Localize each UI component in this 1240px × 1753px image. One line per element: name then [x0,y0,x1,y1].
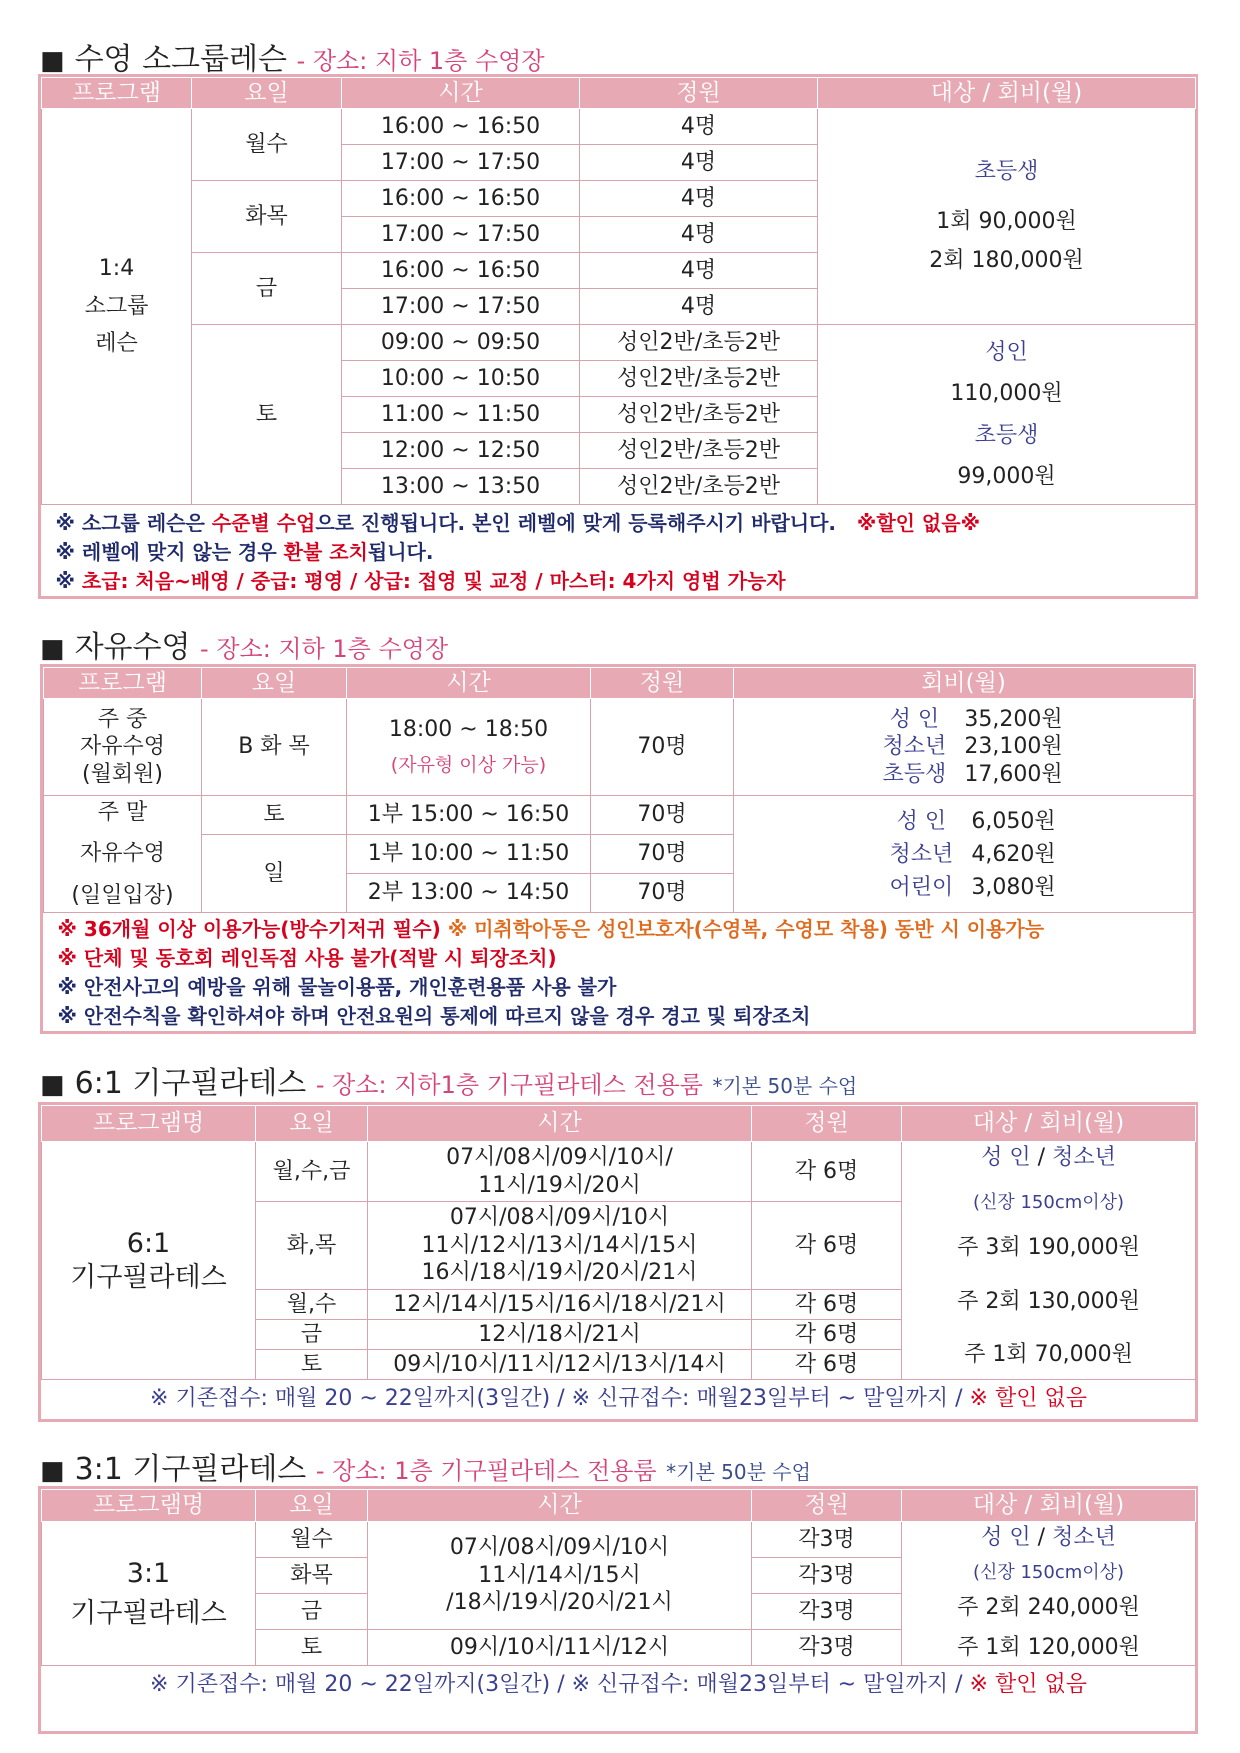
section-title-pilates-3: ■ 3:1 기구필라테스 - 장소: 1층 기구필라테스 전용룸 *기본 50분 수업 [40,1452,811,1487]
pilates-3-footer: ※ 기존접수: 매월 20 ~ 22일까지(3일간) / ※ 신규접수: 매월23일부터 ~ 말일까지 / ※ 할인 없음 [42,1666,1196,1705]
location: - 장소: 지하 1층 수영장 [296,47,545,75]
lesson-notes: ※ 소그룹 레슨은 수준별 수업으로 진행됩니다. 본인 레벨에 맞게 등록해주시기 바랍니다. ※할인 없음※ ※ 레벨에 맞지 않는 경우 환불 조치됩니다. ※ 초급: 처음~배영 / 중급: 평영 / 상급: 접영 및 교정 / 마스터: 4가지 영법 가능자 [42,505,1196,601]
square-icon: ■ [40,1070,65,1100]
swim-lesson-table: 프로그램 요일 시간 정원 대상 / 회비(월) 1:4 소그룹 레슨 월수 16:00 ~ 16:50 4명 초등생 1회 90,000원 2회 180,000원 17:00 ~ 17:50 4명 화목 16:00 ~ 16:50 4명 17:00 ~ 17:50 4명 금 16:00 ~ 16:50 4명 17:00 ~ 17:50 4명 토 09:00 ~ 09:50 성인2반/초등2반 성인 110,000원 초등생 99,000원 10:00 ~ 10:50 성인2반/초등2반 11:00 ~ 11:50 성인2반/초등2반 12:00 ~ 12:50 성인2반/초등2반 13:00 ~ 13:50 성인2반/초등2반 ※ 소그룹 레슨은 수준별 수업으로 진행됩니다. 본인 레벨에 맞게 등록해주시기 바랍니다. ※할인 없음※ ※ 레벨에 맞지 않는 경우 환불 조치됩니다. ※ 초급: 처음~배영 / 중급: 평영 / 상급: 접영 및 교정 / 마스터: 4가지 영법 가능자 [41,77,1196,600]
free-swim-notes: ※ 36개월 이상 이용가능(방수기저귀 필수) ※ 미취학아동은 성인보호자(수영복, 수영모 착용) 동반 시 이용가능 ※ 단체 및 동호회 레인독점 사용 불가(적발 시 퇴장조치) ※ 안전사고의 예방을 위해 물놀이용품, 개인훈련용품 사용 불가 ※ 안전수칙을 확인하셔야 하며 안전요원의 통제에 따르지 않을 경우 경고 및 퇴장조치 [44,913,1194,1034]
weekday-program: 주 중 자유수영 (월회원) [44,699,202,796]
pilates-6-footer: ※ 기존접수: 매월 20 ~ 22일까지(3일간) / ※ 신규접수: 매월23일부터 ~ 말일까지 / ※ 할인 없음 [42,1380,1196,1419]
weekend-fees: 성 인 6,050원 청소년 4,620원 어린이 3,080원 [734,796,1194,913]
pilates-3-table: 프로그램명 요일 시간 정원 대상 / 회비(월) 3:1 기구필라테스 월수 07시/08시/09시/10시 11시/14시/15시 /18시/19시/20시/21시 각3명 성 인 / 청소년 (신장 150cm이상) 주 2회 240,000원 주 1회 120,000원 화목 각3명 금 각3명 토 09시/10시/11시/12시 각3명 ※ 기존접수: 매월 20 ~ 22일까지(3일간) / ※ 신규접수: 매월23일부터 ~ 말일까지 / ※ 할인 없음 [41,1489,1196,1704]
pilates-6-fees: 성 인 / 청소년 (신장 150cm이상) 주 3회 190,000원 주 2회 130,000원 주 1회 70,000원 [902,1142,1196,1380]
pilates-6-table: 프로그램명 요일 시간 정원 대상 / 회비(월) 6:1 기구필라테스 월,수,금 07시/08시/09시/10시/ 11시/19시/20시 각 6명 성 인 / 청소년 (신장 150cm이상) 주 3회 190,000원 주 2회 130,000원 주 1회 70,000원 화,목 07시/08시/09시/10시 11시/12시/13시/14시/15시 16시/18시/19시/20시/21시 각 6명 월,수 12시/14시/15시/16시/18시/21시 각 6명 금 12시/18시/21시 각 6명 토 09시/10시/11시/12시/13시/14시 각 6명 ※ 기존접수: 매월 20 ~ 22일까지(3일간) / ※ 신규접수: 매월23일부터 ~ 말일까지 / ※ 할인 없음 [41,1105,1196,1418]
program-cell: 1:4 소그룹 레슨 [42,109,192,505]
weekend-program: 주 말 자유수영 (일일입장) [44,796,202,913]
weekday-fees: 성 인 35,200원 청소년 23,100원 초등생 17,600원 [734,699,1194,796]
square-icon: ■ [40,1456,65,1486]
free-swim-table: 프로그램 요일 시간 정원 회비(월) 주 중 자유수영 (월회원) B 화 목 18:00 ~ 18:50 (자유형 이상 가능) 70명 성 인 35,200원 청소년 23,100원 초등생 17,600원 주 말 자유수영 (일일입장) 토 1부 15:00 ~ 16:50 70명 성 인 6,050원 청소년 4,620원 어린이 3,080원 일 1부 10:00 ~ 11:50 70명 2부 13:00 ~ 14:50 70명 ※ 36개월 이상 이용가능(방수기저귀 필수) ※ 미취학아동은 성인보호자(수영복, 수영모 착용) 동반 시 이용가능 ※ 단체 및 동호회 레인독점 사용 불가(적발 시 퇴장조치) ※ 안전사고의 예방을 위해 물놀이용품, 개인훈련용품 사용 불가 ※ 안전수칙을 확인하셔야 하며 안전요원의 통제에 따르지 않을 경우 경고 및 퇴장조치 [43,667,1194,1033]
program-cell: 3:1 기구필라테스 [42,1522,256,1666]
program-cell: 6:1 기구필라테스 [42,1142,256,1380]
section-title-swim-lesson: ■ 수영 소그룹레슨 - 장소: 지하 1층 수영장 [40,42,545,77]
fee-elementary: 초등생 1회 90,000원 2회 180,000원 [818,109,1196,325]
location: - 장소: 1층 기구필라테스 전용룸 [315,1457,657,1485]
square-icon: ■ [40,46,65,76]
section-title-free-swim: ■ 자유수영 - 장소: 지하 1층 수영장 [40,630,449,665]
pilates-3-fees: 성 인 / 청소년 (신장 150cm이상) 주 2회 240,000원 주 1회 120,000원 [902,1522,1196,1666]
fee-weekend: 성인 110,000원 초등생 99,000원 [818,325,1196,505]
section-title-pilates-6: ■ 6:1 기구필라테스 - 장소: 지하1층 기구필라테스 전용룸 *기본 50분 수업 [40,1066,858,1101]
location: - 장소: 지하 1층 수영장 [200,635,449,663]
square-icon: ■ [40,634,65,664]
location: - 장소: 지하1층 기구필라테스 전용룸 [315,1071,703,1099]
